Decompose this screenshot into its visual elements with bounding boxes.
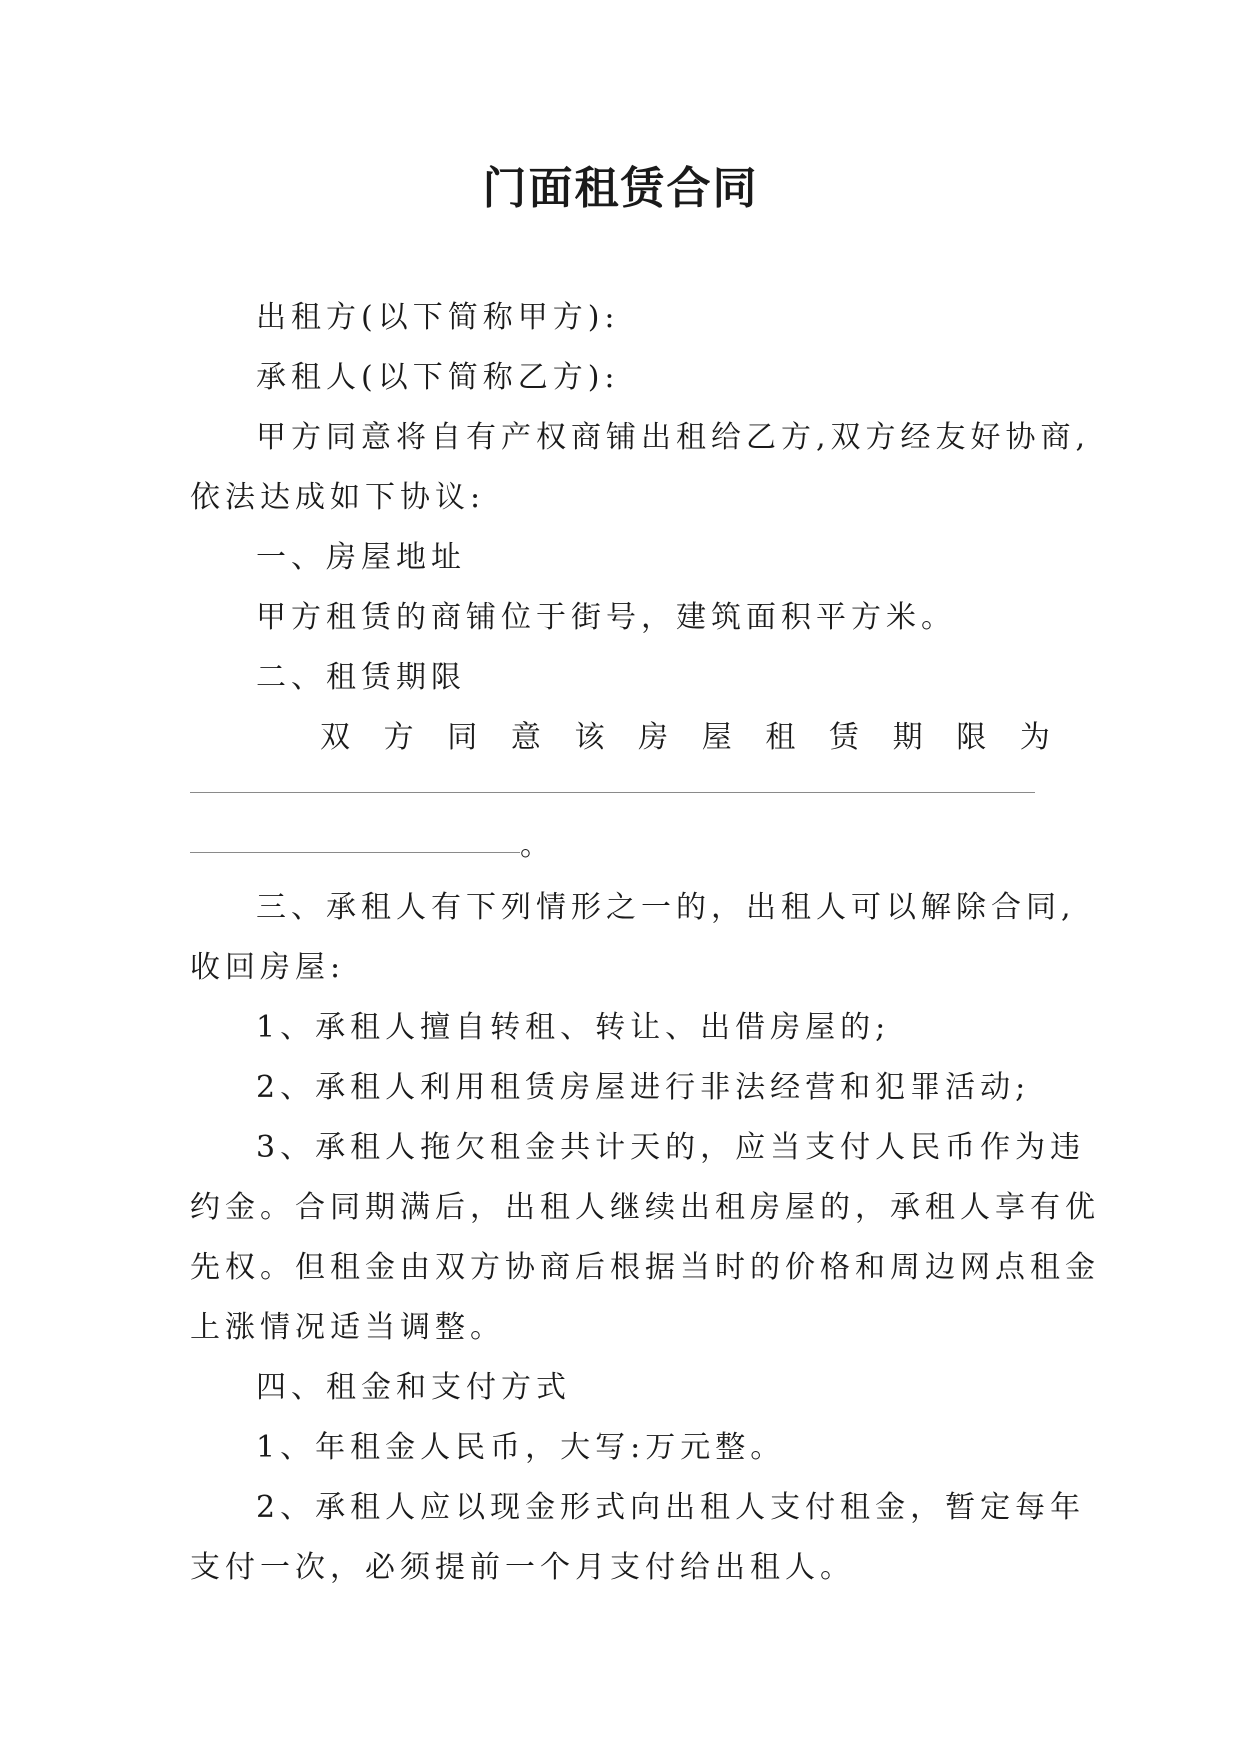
section-3-heading-cont: 收回房屋: — [190, 950, 346, 985]
spread-char: 期 — [892, 720, 923, 755]
preamble-line-1: 甲方同意将自有产权商铺出租给乙方,双方经友好协商, — [256, 420, 1091, 455]
section-3-heading: 三、承租人有下列情形之一的，出租人可以解除合同, — [256, 890, 1076, 925]
spread-char: 方 — [383, 720, 414, 755]
blank-underline-1 — [190, 792, 1035, 793]
section-4-heading: 四、租金和支付方式 — [256, 1370, 571, 1405]
spread-char: 双 — [320, 720, 350, 755]
section-3-item-3-cont-1: 约金。合同期满后，出租人继续出租房屋的，承租人享有优 — [190, 1190, 1100, 1225]
spread-char: 屋 — [701, 720, 732, 755]
lessor-line: 出租方(以下简称甲方): — [256, 300, 620, 335]
spread-char: 为 — [1019, 720, 1050, 755]
section-1-body: 甲方租赁的商铺位于街号，建筑面积平方米。 — [256, 600, 956, 635]
document-title: 门面租赁合同 — [482, 163, 759, 214]
section-4-item-1: 1、年租金人民币，大写:万元整。 — [256, 1430, 786, 1465]
spread-char: 限 — [956, 720, 987, 755]
section-4-item-2: 2、承租人应以现金形式向出租人支付租金，暂定每年 — [256, 1490, 1086, 1525]
blank-period: 。 — [520, 828, 550, 863]
section-3-item-3-cont-3: 上涨情况适当调整。 — [190, 1310, 505, 1345]
section-1-heading: 一、房屋地址 — [256, 540, 466, 575]
section-2-body — [320, 718, 1050, 758]
spread-char: 租 — [765, 720, 796, 755]
section-3-item-3: 3、承租人拖欠租金共计天的，应当支付人民币作为违 — [256, 1130, 1086, 1165]
section-4-item-2-cont: 支付一次，必须提前一个月支付给出租人。 — [190, 1550, 855, 1585]
section-3-item-1: 1、承租人擅自转租、转让、出借房屋的; — [256, 1010, 891, 1045]
section-3-item-3-cont-2: 先权。但租金由双方协商后根据当时的价格和周边网点租金 — [190, 1250, 1100, 1285]
lessee-line: 承租人(以下简称乙方): — [256, 360, 620, 395]
spread-char: 房 — [638, 720, 669, 755]
section-3-item-2: 2、承租人利用租赁房屋进行非法经营和犯罪活动; — [256, 1070, 1031, 1105]
section-2-heading: 二、租赁期限 — [256, 660, 466, 695]
spread-char: 赁 — [829, 720, 859, 755]
blank-underline-2 — [190, 852, 520, 853]
spread-char: 该 — [574, 720, 605, 755]
preamble-line-2: 依法达成如下协议: — [190, 480, 486, 515]
spread-char: 意 — [510, 720, 541, 755]
spread-char: 同 — [447, 720, 478, 755]
